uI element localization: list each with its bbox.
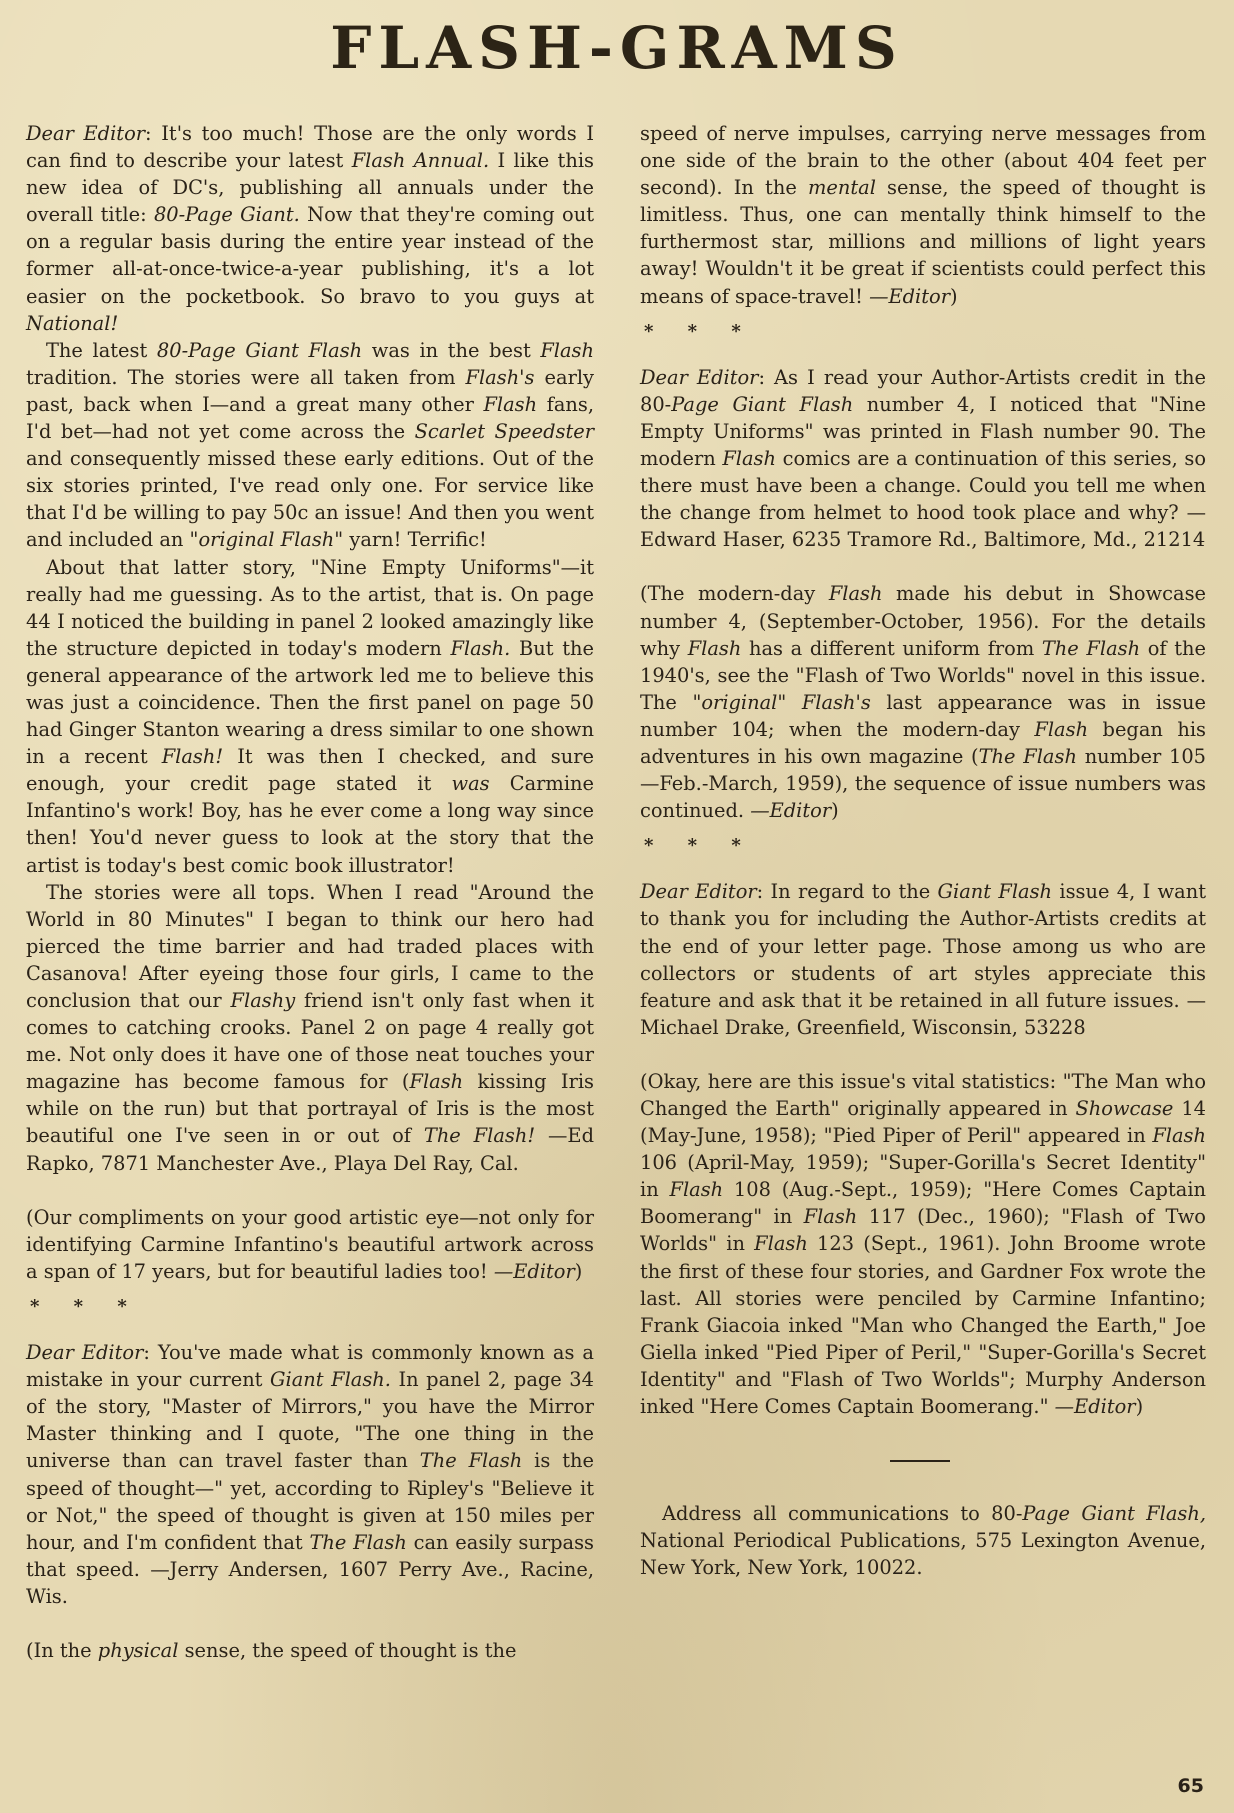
text-run: 14 (May-June, 1958); "Pied Piper of Peril" appeared in bbox=[640, 1097, 1206, 1148]
text-run: Flash bbox=[754, 1232, 808, 1256]
text-run: was in the best bbox=[362, 338, 541, 362]
text-run: Flashy bbox=[230, 989, 296, 1012]
editor-signature: —Editor bbox=[750, 799, 832, 823]
text-run: yarn! Terrific! bbox=[343, 528, 487, 552]
letter-drake bbox=[640, 878, 1206, 1041]
text-run: tradition. The stories were all taken from bbox=[26, 365, 466, 389]
text-run: 123 (Sept., 1961). John Broome wrote the first of these four stories, and Gardner Fox wrote the last. All stories were penciled by Carmine Infantino; Frank Giacoia inked "Man who Changed the Earth," Joe Giella inked "Pied Piper of Peril," "Super-Gorilla's Secret Identity" and "Flash of Two Worlds"; Murphy Anderson inked "Here Comes Captain Boomerang." bbox=[640, 1232, 1207, 1419]
text-run: Flash bbox=[828, 582, 883, 606]
text-run: Flash bbox=[687, 636, 742, 660]
letter-rapko-para-2 bbox=[26, 337, 594, 554]
text-run: I like this new idea of DC's, publishing all annuals under the overall title: bbox=[26, 149, 594, 227]
editor-signature: —Editor bbox=[493, 1259, 575, 1283]
text-run: Flash's bbox=[465, 365, 535, 389]
text-run: Flash bbox=[1034, 717, 1089, 741]
text-run: —Ed Rapko, 7871 Manchester Ave., Playa Del Ray, Cal. bbox=[26, 1124, 594, 1175]
text-run: early past, back when I—and a great many other bbox=[26, 365, 594, 416]
text-run: "original Flash" bbox=[189, 528, 344, 552]
text-run: ) bbox=[574, 1259, 583, 1283]
letter-rapko-para-4 bbox=[26, 879, 594, 1177]
text-run: Scarlet Speedster bbox=[414, 420, 595, 444]
text-run: Flash bbox=[722, 447, 776, 471]
text-run: mental bbox=[807, 176, 876, 200]
text-run: Address all communications to 80- bbox=[662, 1502, 1023, 1526]
letter-rapko-para-3 bbox=[26, 554, 594, 879]
salutation: Dear Editor bbox=[26, 1341, 144, 1365]
text-run: friend isn't only fast when it comes to catching crooks. Panel 2 on page 4 really got me. Not only does it have one of those neat touches your magazine has become famous for ( bbox=[26, 989, 594, 1094]
text-run: About that latter story, "Nine Empty Uniforms"—it really had me guessing. As to the artist, that is. On page 44 I noticed the building in panel 2 looked amazingly like the structure depicted in today's modern bbox=[26, 555, 594, 660]
text-run: can easily surpass that speed. —Jerry Andersen, 1607 Perry Ave., Racine, Wis. bbox=[26, 1530, 594, 1608]
text-run: The stories were all tops. When I read "Around the World in 80 Minutes" I began to think our hero had pierced the time barrier and had traded places with Casanova! After eyeing those four girls, I came to the conclusion that our bbox=[26, 880, 594, 1012]
text-run: number 4, I noticed that "Nine Empty Uniforms" was printed in Flash number 90. The modern bbox=[640, 392, 1206, 471]
text-run: sense, the speed of thought is limitless. Thus, one can mentally think himself to the furthermost star, millions and millions of light years away! Wouldn't it be great if scientists could perfect this means of space-travel! bbox=[640, 176, 1206, 308]
text-run: Now that they're coming out on a regular basis during the entire year instead of the former all-at-once-twice-a-year publishing, it's a lot easier on the pocketbook. So bravo to you guys at bbox=[26, 203, 594, 308]
letter-andersen bbox=[26, 1339, 594, 1610]
letter-haser bbox=[640, 364, 1206, 554]
text-run: In panel 2, page 34 of the story, "Master of Mirrors," you have the Mirror Master thinking and I quote, "The one thing in the universe than can travel faster than bbox=[26, 1368, 594, 1473]
text-run: (The modern-day bbox=[640, 582, 829, 606]
editor-signature: —Editor bbox=[869, 284, 950, 308]
text-run: Flash bbox=[669, 1178, 724, 1202]
text-run: last appearance was in issue number 104; when the modern-day bbox=[640, 690, 1207, 741]
text-run: has a different uniform from bbox=[741, 636, 1042, 660]
text-run: and consequently missed these early editions. Out of the six stories printed, I've read only one. For service like that I'd be willing to pay 50c an issue! And then you went and included an bbox=[26, 447, 594, 552]
text-run: 106 (April-May, 1959); "Super-Gorilla's Secret Identity" in bbox=[640, 1151, 1206, 1202]
text-run: began his adventures in his own magazine ( bbox=[640, 717, 1206, 768]
text-run: National Periodical Publications, 575 Lexington Avenue, New York, New York, 10022. bbox=[640, 1529, 1206, 1580]
text-run: is the speed of thought—" yet, according to Ripley's "Believe it or Not," the speed of thought is given at 150 miles per hour, and I'm confident that bbox=[26, 1449, 594, 1554]
section-divider-stars: * * * bbox=[30, 1295, 141, 1317]
right-column bbox=[640, 120, 1206, 1581]
text-run: But the general appearance of the artwork led me to believe this was just a coincidence. Then the first panel on page 50 had Ginger Stanton wearing a dress similar to one shown in a recent bbox=[26, 636, 594, 769]
text-run: kissing Iris while on the run) but that portrayal of Iris is the most beautiful one I've seen in or out of bbox=[26, 1070, 594, 1148]
text-run: Page Giant Flash, bbox=[1022, 1502, 1206, 1526]
text-run: "original" Flash's bbox=[692, 690, 871, 714]
editor-reply-1 bbox=[26, 1204, 594, 1285]
text-run: : In regard to the bbox=[756, 880, 938, 904]
section-divider-stars: * * * bbox=[644, 320, 755, 342]
salutation: Dear Editor bbox=[640, 365, 759, 389]
editor-reply-4 bbox=[640, 1068, 1206, 1420]
text-run: Flash. bbox=[450, 636, 511, 660]
mailing-address bbox=[640, 1500, 1206, 1581]
section-divider-stars: * * * bbox=[644, 835, 755, 857]
text-run: ) bbox=[1135, 1395, 1144, 1419]
text-run: Flash bbox=[483, 392, 538, 416]
text-run: issue 4, I want to thank you for including the Author-Artists credits at the end of your letter page. Those among us who are collectors or students of art styles appreciate this feature and ask that it be retained in all future issues. —Michael Drake, Greenfield, Wisconsin, 53228 bbox=[640, 880, 1206, 1039]
text-run: Giant Flash bbox=[937, 880, 1053, 904]
text-run: Flash bbox=[1152, 1124, 1206, 1148]
text-run: : You've made what is commonly known as a mistake in your current bbox=[26, 1341, 594, 1392]
text-run: 80-Page Giant. bbox=[153, 203, 300, 227]
text-run: Flash Annual. bbox=[351, 149, 490, 173]
text-run: ) bbox=[831, 799, 839, 823]
text-run: 108 (Aug.-Sept., 1959); "Here Comes Captain Boomerang" in bbox=[640, 1178, 1207, 1229]
text-run: 80-Page Giant Flash bbox=[156, 338, 363, 362]
salutation: Dear Editor bbox=[640, 880, 757, 904]
text-run: The Flash bbox=[1041, 636, 1141, 660]
editor-reply-2-cont bbox=[640, 120, 1206, 310]
page-number: 65 bbox=[1177, 1775, 1204, 1797]
text-run: Giant Flash. bbox=[270, 1368, 391, 1392]
text-run: Flash bbox=[409, 1070, 464, 1094]
text-run: speed of nerve impulses, carrying nerve messages from one side of the brain to the other (about 404 feet per second). In the bbox=[640, 122, 1206, 200]
text-run: fans, I'd bet—had not yet come across the bbox=[26, 392, 594, 444]
text-run: Showcase bbox=[1075, 1097, 1174, 1120]
text-run: The Flash bbox=[978, 744, 1077, 768]
text-run: of the 1940's, see the "Flash of Two Worlds" novel in this issue. The bbox=[640, 636, 1206, 714]
left-column bbox=[26, 120, 594, 1664]
text-run: The Flash! bbox=[423, 1124, 536, 1148]
text-run: ) bbox=[949, 284, 958, 308]
text-run: Flash bbox=[803, 1205, 858, 1229]
text-run: Flash! bbox=[161, 745, 224, 769]
text-run: comics are a continuation of this series, so there must have been a change. Could you tell me when the change from helmet to hood took place and why? —Edward Haser, 6235 Tramore Rd., Baltimore, Md., 21214 bbox=[640, 447, 1206, 552]
text-run: number 105—Feb.-March, 1959), the sequence of issue numbers was continued. bbox=[640, 744, 1206, 823]
text-run: : It's too much! Those are the only words I can find to describe your latest bbox=[26, 122, 594, 173]
letter-rapko-para-1 bbox=[26, 120, 594, 337]
text-run: The Flash bbox=[309, 1530, 407, 1554]
text-run: Flash bbox=[540, 338, 594, 362]
text-run: physical bbox=[97, 1638, 179, 1662]
text-run: (Our compliments on your good artistic eye—not only for identifying Carmine Infantino's beautiful artwork across a span of 17 years, but for beautiful ladies too! bbox=[26, 1205, 594, 1283]
divider-rule bbox=[890, 1460, 950, 1462]
text-run: Page Giant Flash bbox=[671, 392, 854, 416]
text-run: made his debut in Showcase number 4, (September-October, 1956). For the details why bbox=[640, 582, 1206, 660]
editor-reply-2-start bbox=[26, 1637, 594, 1664]
text-run: 117 (Dec., 1960); "Flash of Two Worlds" in bbox=[640, 1205, 1206, 1256]
text-run: : As I read your Author-Artists credit in the 80- bbox=[640, 365, 1206, 416]
salutation: Dear Editor bbox=[26, 122, 146, 145]
text-run: sense, the speed of thought is the bbox=[178, 1638, 517, 1662]
text-run: was bbox=[451, 772, 490, 796]
text-run: The Flash bbox=[419, 1449, 523, 1473]
text-run: It was then I checked, and sure enough, your credit page stated it bbox=[26, 745, 594, 796]
text-run: (In the bbox=[26, 1638, 98, 1662]
text-run: The latest bbox=[46, 338, 157, 362]
editor-reply-3 bbox=[640, 580, 1206, 824]
text-run: (Okay, here are this issue's vital statistics: "The Man who Changed the Earth" originally appeared in bbox=[640, 1069, 1206, 1120]
editor-signature: —Editor bbox=[1054, 1395, 1136, 1419]
page-title: FLASH-GRAMS bbox=[330, 14, 904, 82]
text-run: Carmine Infantino's work! Boy, has he ever come a long way since then! You'd never guess to look at the story that the artist is today's best comic book illustrator! bbox=[26, 772, 594, 877]
text-run: National! bbox=[26, 311, 119, 335]
